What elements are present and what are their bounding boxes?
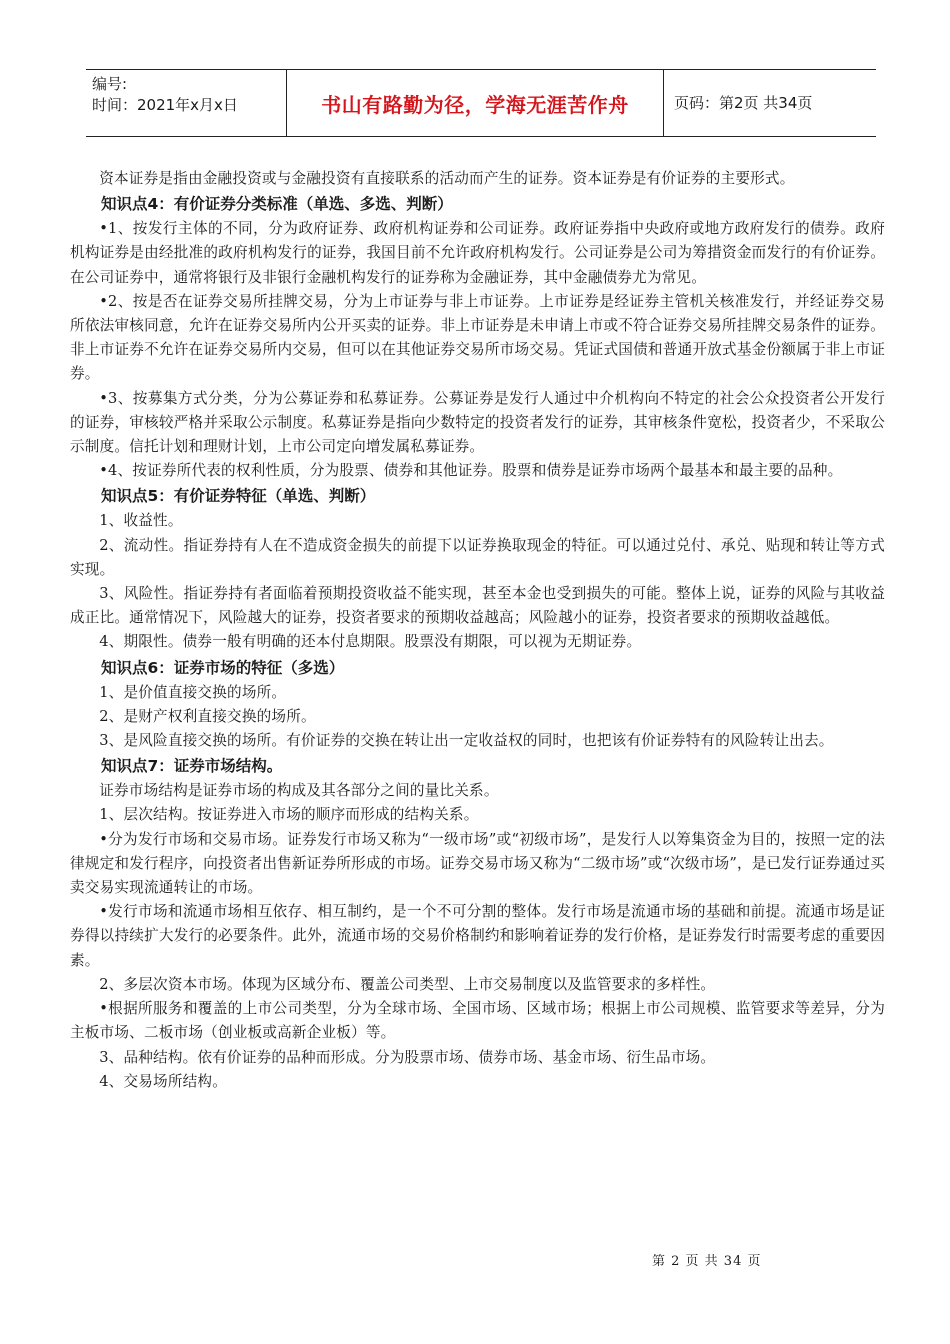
section-heading: 知识点4：有价证券分类标准（单选、多选、判断） — [101, 195, 453, 214]
body-paragraph: 1、收益性。 — [99, 512, 183, 530]
section-heading: 知识点6：证券市场的特征（多选） — [101, 658, 345, 677]
header-motto: 书山有路勤为径，学海无涯苦作舟 — [286, 70, 664, 136]
document-number-label: 编号: — [92, 75, 128, 93]
body-paragraph: 3、风险性。指证券持有者面临着预期投资收益不能实现，甚至本金也受到损失的可能。整体上说，证券的风险与其收益成正比。通常情况下，风险越大的证券，投资者要求的预期收益越高；风险越小的证券，投资者要求的预期收益越低。 — [70, 585, 885, 627]
header-page-label: 页码：第2页 共34页 — [674, 94, 813, 112]
header-meta — [92, 74, 282, 116]
page-header — [86, 69, 876, 137]
body-paragraph: •根据所服务和覆盖的上市公司类型，分为全球市场、全国市场、区域市场；根据上市公司规模、监管要求等差异，分为主板市场、二板市场（创业板或高新企业板）等。 — [70, 1000, 885, 1042]
body-paragraph: •发行市场和流通市场相互依存、相互制约，是一个不可分割的整体。发行市场是流通市场的基础和前提。流通市场是证券得以持续扩大发行的必要条件。此外，流通市场的交易价格制约和影响着证券的发行价格，是证券发行时需要考虑的重要因素。 — [70, 903, 885, 969]
body-paragraph: 证券市场结构是证券市场的构成及其各部分之间的量比关系。 — [99, 782, 499, 800]
body-paragraph: 4、交易场所结构。 — [99, 1072, 228, 1090]
section-heading: 知识点5：有价证券特征（单选、判断） — [101, 487, 376, 506]
body-paragraph: 资本证券是指由金融投资或与金融投资有直接联系的活动而产生的证券。资本证券是有价证券的主要形式。 — [99, 170, 795, 187]
body-paragraph: 2、是财产权利直接交换的场所。 — [99, 707, 316, 725]
body-paragraph: 2、多层次资本市场。体现为区域分布、覆盖公司类型、上市交易制度以及监管要求的多样性。 — [99, 975, 716, 993]
body-paragraph: 1、层次结构。按证券进入市场的顺序而形成的结构关系。 — [99, 806, 479, 824]
body-paragraph: 1、是价值直接交换的场所。 — [99, 683, 287, 701]
document-time-label: 时间：2021年x月x日 — [92, 96, 238, 114]
section-heading: 知识点7：证券市场结构。 — [101, 757, 283, 776]
document-body — [70, 167, 885, 1094]
body-paragraph: •3、按募集方式分类，分为公募证券和私募证券。公募证券是发行人通过中介机构向不特定的社会公众投资者公开发行的证券，审核较严格并采取公示制度。私募证券是指向少数特定的投资者发行的证券，其审核条件宽松，投资者少，不采取公示制度。信托计划和理财计划，上市公司定向增发属私募证券。 — [70, 389, 885, 456]
body-paragraph: •分为发行市场和交易市场。证券发行市场又称为“一级市场”或“初级市场”，是发行人以筹集资金为目的，按照一定的法律规定和发行程序，向投资者出售新证券所形成的市场。证券交易市场又称为“二级市场”或“次级市场”，是已发行证券通过买卖交易实现流通转让的市场。 — [70, 830, 885, 897]
body-paragraph: •4、按证券所代表的权利性质，分为股票、债券和其他证券。股票和债券是证券市场两个最基本和最主要的品种。 — [99, 462, 843, 480]
body-paragraph: 4、期限性。债券一般有明确的还本付息期限。股票没有期限，可以视为无期证券。 — [99, 633, 642, 651]
body-paragraph: 3、品种结构。依有价证券的品种而形成。分为股票市场、债券市场、基金市场、衍生品市场。 — [99, 1048, 716, 1066]
body-paragraph: •2、按是否在证券交易所挂牌交易，分为上市证券与非上市证券。上市证券是经证券主管机关核准发行，并经证券交易所依法审核同意，允许在证券交易所内公开买卖的证券。非上市证券是未申请上市或不符合证券交易所挂牌交易条件的证券。非上市证券不允许在证券交易所内交易，但可以在其他证券交易所市场交易。凭证式国债和普通开放式基金份额属于非上市证券。 — [70, 292, 885, 383]
body-paragraph: •1、按发行主体的不同，分为政府证券、政府机构证券和公司证券。政府证券指中央政府或地方政府发行的债券。政府机构证券是由经批准的政府机构发行的证券，我国目前不允许政府机构发行。公司证券是公司为筹措资金而发行的有价证券。在公司证券中，通常将银行及非银行金融机构发行的证券称为金融证券，其中金融债券尤为常见。 — [70, 220, 885, 286]
body-paragraph: 2、流动性。指证券持有人在不造成资金损失的前提下以证券换取现金的特征。可以通过兑付、承兑、贴现和转让等方式实现。 — [70, 536, 885, 578]
page-footer: 第 2 页 共 34 页 — [652, 1254, 762, 1269]
body-paragraph: 3、是风险直接交换的场所。有价证券的交换在转让出一定收益权的同时，也把该有价证券特有的风险转让出去。 — [99, 732, 834, 750]
